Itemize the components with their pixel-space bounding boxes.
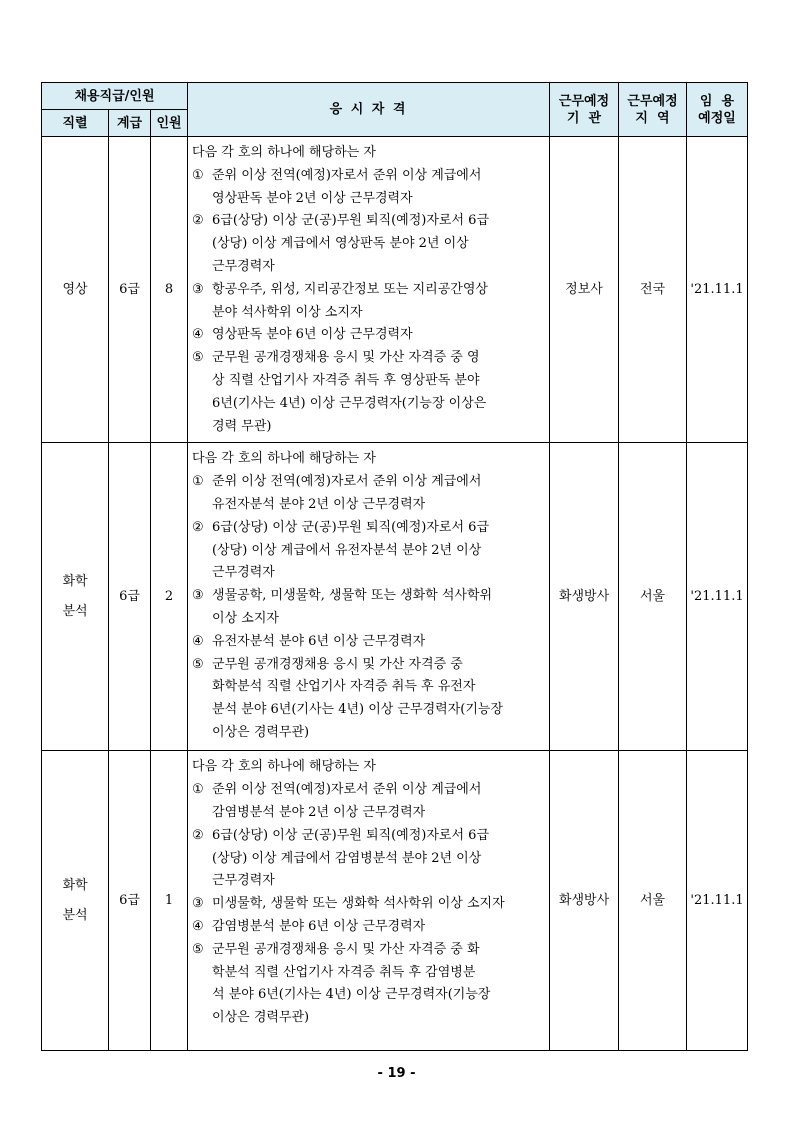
item-number: ① <box>192 782 204 798</box>
item-text-line: 감염병분석 분야 2년 이상 근무경력자 <box>212 804 426 820</box>
header-position: 직렬 <box>42 110 109 137</box>
qualification-cell <box>188 443 550 751</box>
header-recruit-group: 채용직급/인원 <box>42 83 188 110</box>
table-row <box>42 751 748 1051</box>
header-agency-line2: 기 관 <box>566 110 602 126</box>
qualification-item <box>192 471 546 517</box>
header-date-line2: 예정일 <box>698 110 736 126</box>
qualification-item <box>192 916 546 939</box>
item-number: ② <box>192 519 204 535</box>
region-cell: 서울 <box>619 443 687 751</box>
item-number: ③ <box>192 588 204 604</box>
recruitment-table <box>41 82 748 1051</box>
item-text-line: 군무원 공개경쟁채용 응시 및 가산 자격증 중 영 <box>212 350 480 366</box>
item-text-line: 6년(기사는 4년) 이상 근무경력자(기능장 이상은 <box>212 395 487 411</box>
item-number: ④ <box>192 327 204 343</box>
qualification-item <box>192 347 546 438</box>
item-text-line: 유전자분석 분야 2년 이상 근무경력자 <box>212 496 426 512</box>
item-text-line: 생물공학, 미생물학, 생물학 또는 생화학 석사학위 <box>212 588 493 604</box>
position-label: 분석 <box>62 603 88 619</box>
header-grade: 계급 <box>109 110 151 137</box>
item-text-line: 6급(상당) 이상 군(공)무원 퇴직(예정)자로서 6급 <box>212 519 490 535</box>
item-text-line: 학분석 직렬 산업기사 자격증 취득 후 감염병분 <box>212 964 476 980</box>
agency-cell: 화생방사 <box>550 751 619 1051</box>
qualification-item <box>192 654 546 745</box>
qualification-item <box>192 279 546 325</box>
item-number: ① <box>192 167 204 183</box>
qualification-cell <box>188 137 550 443</box>
item-number: ③ <box>192 896 204 912</box>
header-agency-line1: 근무예정 <box>558 93 610 109</box>
qualification-item <box>192 779 546 825</box>
header-agency <box>550 83 619 137</box>
header-date <box>687 83 748 137</box>
grade-cell: 6급 <box>109 137 151 443</box>
count-cell: 1 <box>151 751 188 1051</box>
qualification-intro: 다음 각 호의 하나에 해당하는 자 <box>192 451 376 467</box>
item-number: ⑤ <box>192 350 204 366</box>
item-text-line: 미생물학, 생물학 또는 생화학 석사학위 이상 소지자 <box>212 896 505 912</box>
qualification-item <box>192 210 546 278</box>
position-cell <box>42 443 109 751</box>
item-text-line: 준위 이상 전역(예정)자로서 준위 이상 계급에서 <box>212 782 482 798</box>
header-region <box>619 83 687 137</box>
qualification-item <box>192 631 546 654</box>
region-cell: 서울 <box>619 751 687 1051</box>
item-text-line: 근무경력자 <box>212 258 275 274</box>
item-text-line: 경력 무관) <box>212 418 272 434</box>
date-cell: '21.11.1 <box>687 751 748 1051</box>
grade-cell: 6급 <box>109 751 151 1051</box>
item-text-line: 근무경력자 <box>212 565 275 581</box>
qualification-item <box>192 585 546 631</box>
item-text-line: 이상 소지자 <box>212 610 279 626</box>
qualification-item <box>192 893 546 916</box>
item-text-line: 군무원 공개경쟁채용 응시 및 가산 자격증 중 화 <box>212 941 480 957</box>
table-row <box>42 443 748 751</box>
item-text-line: 6급(상당) 이상 군(공)무원 퇴직(예정)자로서 6급 <box>212 827 490 843</box>
qualification-item <box>192 939 546 1030</box>
item-text-line: 준위 이상 전역(예정)자로서 준위 이상 계급에서 <box>212 167 482 183</box>
header-date-line1: 임 용 <box>699 93 735 109</box>
item-text-line: 항공우주, 위성, 지리공간정보 또는 지리공간영상 <box>212 281 488 297</box>
qualification-item <box>192 165 546 211</box>
header-region-line2: 지 역 <box>635 110 670 126</box>
position-label: 영상 <box>62 281 88 297</box>
item-text-line: (상당) 이상 계급에서 영상판독 분야 2년 이상 <box>212 236 469 252</box>
qualification-item <box>192 517 546 585</box>
page-number: - 19 - <box>377 1066 416 1081</box>
item-text-line: 영상판독 분야 6년 이상 근무경력자 <box>212 327 413 343</box>
item-number: ③ <box>192 281 204 297</box>
position-cell <box>42 137 109 443</box>
qualification-intro: 다음 각 호의 하나에 해당하는 자 <box>192 145 376 160</box>
position-label: 화학 <box>62 877 88 893</box>
grade-cell: 6급 <box>109 443 151 751</box>
header-count: 인원 <box>151 110 188 137</box>
item-number: ⑤ <box>192 656 204 672</box>
item-number: ② <box>192 827 204 843</box>
item-text-line: 분석 분야 6년(기사는 4년) 이상 근무경력자(기능장 <box>212 702 504 718</box>
region-cell: 전국 <box>619 137 687 443</box>
position-label: 화학 <box>62 573 88 589</box>
agency-cell: 정보사 <box>550 137 619 443</box>
item-text-line: 이상은 경력무관) <box>212 1010 310 1026</box>
count-cell: 2 <box>151 443 188 751</box>
table-row <box>42 137 748 443</box>
item-text-line: 석 분야 6년(기사는 4년) 이상 근무경력자(기능장 <box>212 987 491 1003</box>
header-qualification: 응 시 자 격 <box>188 83 550 137</box>
item-number: ④ <box>192 918 204 934</box>
item-text-line: 상 직렬 산업기사 자격증 취득 후 영상판독 분야 <box>212 372 480 388</box>
item-number: ① <box>192 474 204 490</box>
qualification-item <box>192 825 546 893</box>
date-cell: '21.11.1 <box>687 443 748 751</box>
qualification-intro: 다음 각 호의 하나에 해당하는 자 <box>192 759 376 775</box>
item-text-line: (상당) 이상 계급에서 감염병분석 분야 2년 이상 <box>212 850 482 866</box>
item-text-line: 6급(상당) 이상 군(공)무원 퇴직(예정)자로서 6급 <box>212 213 490 229</box>
agency-cell: 화생방사 <box>550 443 619 751</box>
item-text-line: 분야 석사학위 이상 소지자 <box>212 304 363 320</box>
header-region-line1: 근무예정 <box>627 93 678 109</box>
count-cell: 8 <box>151 137 188 443</box>
item-number: ② <box>192 213 204 229</box>
qualification-cell <box>188 751 550 1051</box>
position-label: 분석 <box>62 907 88 923</box>
item-text-line: 근무경력자 <box>212 873 275 889</box>
position-cell <box>42 751 109 1051</box>
item-text-line: 이상은 경력무관) <box>212 724 310 740</box>
item-text-line: 화학분석 직렬 산업기사 자격증 취득 후 유전자 <box>212 679 476 695</box>
item-text-line: (상당) 이상 계급에서 유전자분석 분야 2년 이상 <box>212 542 482 558</box>
item-number: ⑤ <box>192 941 204 957</box>
item-text-line: 유전자분석 분야 6년 이상 근무경력자 <box>212 633 426 649</box>
item-text-line: 군무원 공개경쟁채용 응시 및 가산 자격증 중 <box>212 656 463 672</box>
item-text-line: 영상판독 분야 2년 이상 근무경력자 <box>212 190 413 206</box>
date-cell: '21.11.1 <box>687 137 748 443</box>
item-text-line: 준위 이상 전역(예정)자로서 준위 이상 계급에서 <box>212 474 482 490</box>
item-text-line: 감염병분석 분야 6년 이상 근무경력자 <box>212 918 426 934</box>
qualification-item <box>192 324 546 347</box>
item-number: ④ <box>192 633 204 649</box>
